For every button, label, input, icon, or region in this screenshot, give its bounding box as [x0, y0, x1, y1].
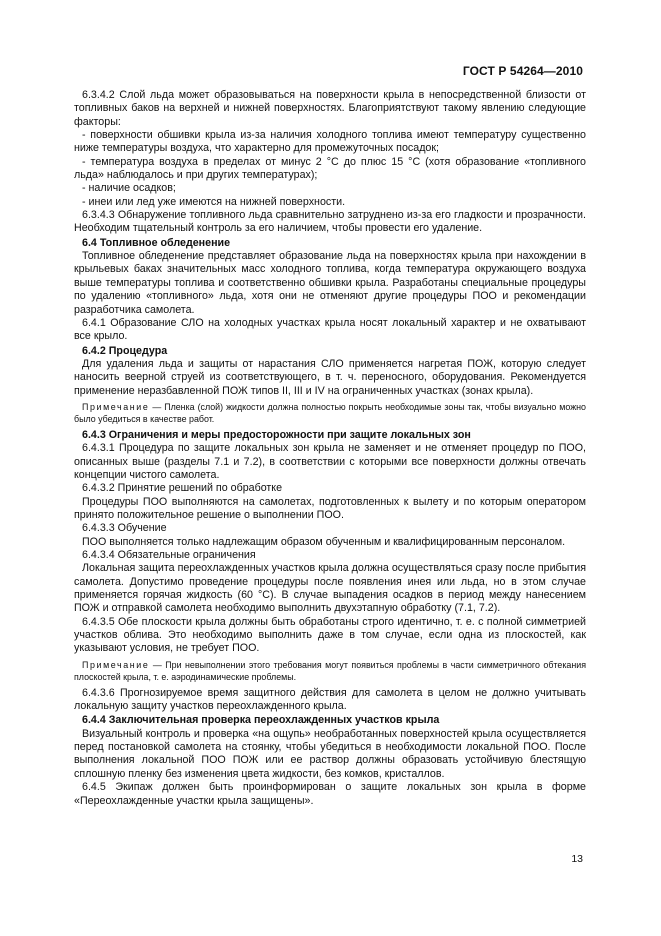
- paragraph-6-3-4-2: 6.3.4.2 Слой льда может образовываться на поверхности крыла в непосредственной близости от топливных баков на верхней и нижней поверхностях. Благоприятствуют такому явлению следующие факторы:: [74, 89, 586, 128]
- paragraph-6-4-1: 6.4.1 Образование СЛО на холодных участках крыла носят локальный характер и не охватывают все крыло.: [74, 316, 586, 343]
- list-item: - инеи или лед уже имеются на нижней поверхности.: [82, 195, 346, 208]
- note-label: Примечание: [82, 401, 150, 412]
- paragraph: Топливное обледенение представляет образование льда на поверхностях крыла при нахождении в крыльевых баках значительных масс холодного топлива, когда температура окружающего воздуха выше температуры топлива и соответственно обшивки крыла. Разработаны специальные процедуры по удалению «топливного» льда, хотя они не отменяют другие процедуры ПОО и рекомендации разработчика самолета.: [74, 250, 586, 316]
- list-item: - поверхности обшивки крыла из-за наличия холодного топлива имеют температуру существенно ниже температуры воздуха, что характерно для промежуточных посадок;: [74, 129, 586, 155]
- paragraph: Процедуры ПОО выполняются на самолетах, подготовленных к вылету и по которым оператором принято положительное решение о выполнении ПОО.: [74, 495, 586, 521]
- subheading-6-4-3-2: 6.4.3.2 Принятие решений по обработке: [82, 482, 283, 495]
- paragraph: Локальная защита переохлажденных участков крыла должна осуществляться сразу после прибытия самолета. Допустимо проведение процедуры после появления инея или льда, но в этом случае применяется горячая жидкость (60 °С). В случае выпадения осадков в период между нанесением ПОЖ и отправкой самолета необходимо выполнить двухэтапную обработку (7.1, 7.2).: [74, 562, 586, 615]
- note-label: Примечание: [82, 659, 150, 670]
- section-heading-6-4-3: 6.4.3 Ограничения и меры предосторожности при защите локальных зон: [82, 428, 471, 441]
- note-text: — При невыполнении этого требования могут появиться проблемы в части симметричного обтекания плоскостей крыла, т. е. аэродинамические проблемы.: [74, 659, 586, 682]
- list-item: - наличие осадков;: [82, 182, 176, 195]
- paragraph-6-3-4-3: 6.3.4.3 Обнаружение топливного льда сравнительно затруднено из-за его гладкости и прозрачности. Необходим тщательный контроль за его наличием, чтобы провести его удаление.: [74, 209, 586, 235]
- standard-header: ГОСТ Р 54264—2010: [462, 64, 583, 78]
- subheading-6-4-3-3: 6.4.3.3 Обучение: [82, 522, 167, 535]
- section-heading-6-4: 6.4 Топливное обледенение: [82, 236, 231, 249]
- paragraph-6-4-3-5: 6.4.3.5 Обе плоскости крыла должны быть обработаны строго идентично, т. е. с полной симметрией участков облива. Это необходимо выполнить даже в том случае, если одна из плоскостей, как указывают условия, не требует ПОО.: [74, 615, 586, 655]
- note-text: — Пленка (слой) жидкости должна полностью покрыть необходимые зоны так, чтобы визуально можно было убедиться в качестве работ.: [74, 401, 586, 424]
- paragraph: Для удаления льда и защиты от нарастания СЛО применяется нагретая ПОЖ, которую следует наносить веерной струей из соответствующего, в т. ч. переносного, оборудования. Рекомендуется применение неразбавленной ПОЖ типов II, III и IV на ограниченных участках (зонах крыла).: [74, 357, 586, 397]
- paragraph-6-4-3-1: 6.4.3.1 Процедура по защите локальных зон крыла не заменяет и не отменяет процедур по ПОО, описанных выше (разделы 7.1 и 7.2), в соответствии с которыми все поверхности должны отвечать концепции чистого самолета.: [74, 442, 586, 481]
- list-item: - температура воздуха в пределах от минус 2 °С до плюс 15 °С (хотя образование «топливного льда» наблюдалось и при других температурах);: [74, 155, 586, 182]
- paragraph: Визуальный контроль и проверка «на ощупь» необработанных поверхностей крыла осуществляется перед постановкой самолета на стоянку, чтобы убедиться в необходимости локальной ПОО. После выполнения локальной ПОО ПОЖ или ее раствор должны образовать устойчивую блестящую сплошную пленку без изменения цвета жидкости, без комков, кристаллов.: [74, 727, 586, 780]
- paragraph-6-4-3-6: 6.4.3.6 Прогнозируемое время защитного действия для самолета в целом не должно учитывать локальную защиту участков переохлажденного крыла.: [74, 686, 586, 713]
- note: [74, 659, 586, 683]
- paragraph-6-4-5: 6.4.5 Экипаж должен быть проинформирован о защите локальных зон крыла в форме «Переохлажденные участки крыла защищены».: [74, 781, 586, 807]
- note: [74, 401, 586, 425]
- subheading-6-4-3-4: 6.4.3.4 Обязательные ограничения: [82, 549, 256, 561]
- page-number: 13: [571, 853, 583, 865]
- section-heading-6-4-2: 6.4.2 Процедура: [82, 344, 168, 357]
- section-heading-6-4-4: 6.4.4 Заключительная проверка переохлажденных участков крыла: [82, 714, 440, 727]
- document-body: [74, 89, 586, 808]
- paragraph: ПОО выполняется только надлежащим образом обученным и квалифицированным персоналом.: [82, 535, 566, 548]
